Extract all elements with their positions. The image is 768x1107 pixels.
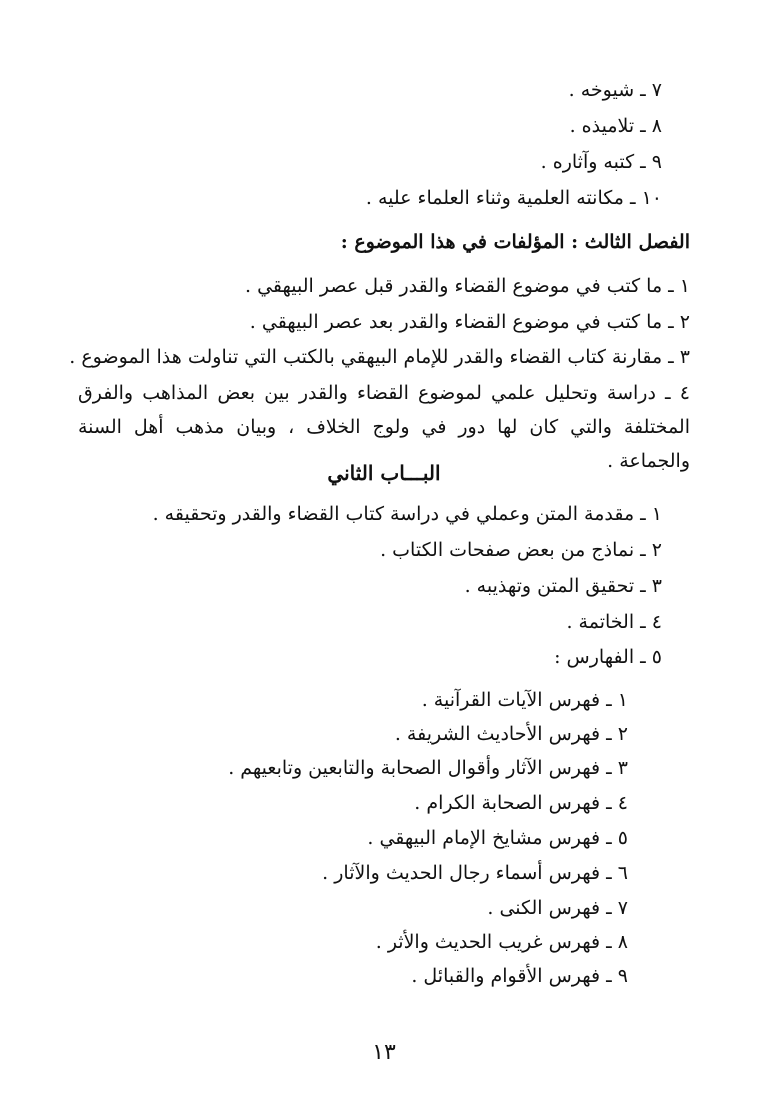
index-list-item: ٨ ـ فهرس غريب الحديث والأثر . [375, 931, 628, 953]
index-list-item: ١ ـ فهرس الآيات القرآنية . [421, 689, 628, 711]
section-heading: البـــاب الثاني [327, 461, 441, 485]
index-list-item: ٣ ـ فهرس الآثار وأقوال الصحابة والتابعين وتابعيهم . [228, 757, 628, 779]
index-list-item: ٧ ـ فهرس الكنى . [487, 897, 628, 919]
list-item: ٢ ـ ما كتب في موضوع القضاء والقدر بعد عصر البيهقي . [249, 311, 690, 333]
list-item: ٨ ـ تلاميذه . [569, 115, 662, 137]
index-list-item: ٦ ـ فهرس أسماء رجال الحديث والآثار . [322, 862, 628, 884]
list-item: ٩ ـ كتبه وآثاره . [540, 151, 662, 173]
list-item: ١٠ ـ مكانته العلمية وثناء العلماء عليه . [365, 187, 662, 209]
list-item: ١ ـ ما كتب في موضوع القضاء والقدر قبل عصر البيهقي . [245, 275, 690, 297]
index-list-item: ٤ ـ فهرس الصحابة الكرام . [414, 792, 628, 814]
list-item: ١ ـ مقدمة المتن وعملي في دراسة كتاب القضاء والقدر وتحقيقه . [152, 503, 662, 525]
chapter-heading: الفصل الثالث : المؤلفات في هذا الموضوع : [340, 231, 690, 253]
list-item: ٢ ـ نماذج من بعض صفحات الكتاب . [380, 539, 662, 561]
list-item: ٥ ـ الفهارس : [554, 646, 662, 668]
index-list-item: ٢ ـ فهرس الأحاديث الشريفة . [394, 723, 628, 745]
list-item: ٣ ـ مقارنة كتاب القضاء والقدر للإمام البيهقي بالكتب التي تناولت هذا الموضوع . [69, 346, 690, 368]
list-item: ٤ ـ الخاتمة . [566, 611, 662, 633]
list-item: ٧ ـ شيوخه . [568, 79, 662, 101]
index-list-item: ٩ ـ فهرس الأقوام والقبائل . [411, 965, 628, 987]
list-item-paragraph: ٤ ـ دراسة وتحليل علمي لموضوع القضاء والقدر بين بعض المذاهب والفرق المختلفة والتي كان لها دور في ولوج الخلاف ، وبيان مذهب أهل السنة والجماعة . [78, 382, 690, 472]
list-item: ٣ ـ تحقيق المتن وتهذيبه . [464, 575, 662, 597]
index-list-item: ٥ ـ فهرس مشايخ الإمام البيهقي . [367, 827, 628, 849]
page-number: ١٣ [372, 1040, 396, 1065]
